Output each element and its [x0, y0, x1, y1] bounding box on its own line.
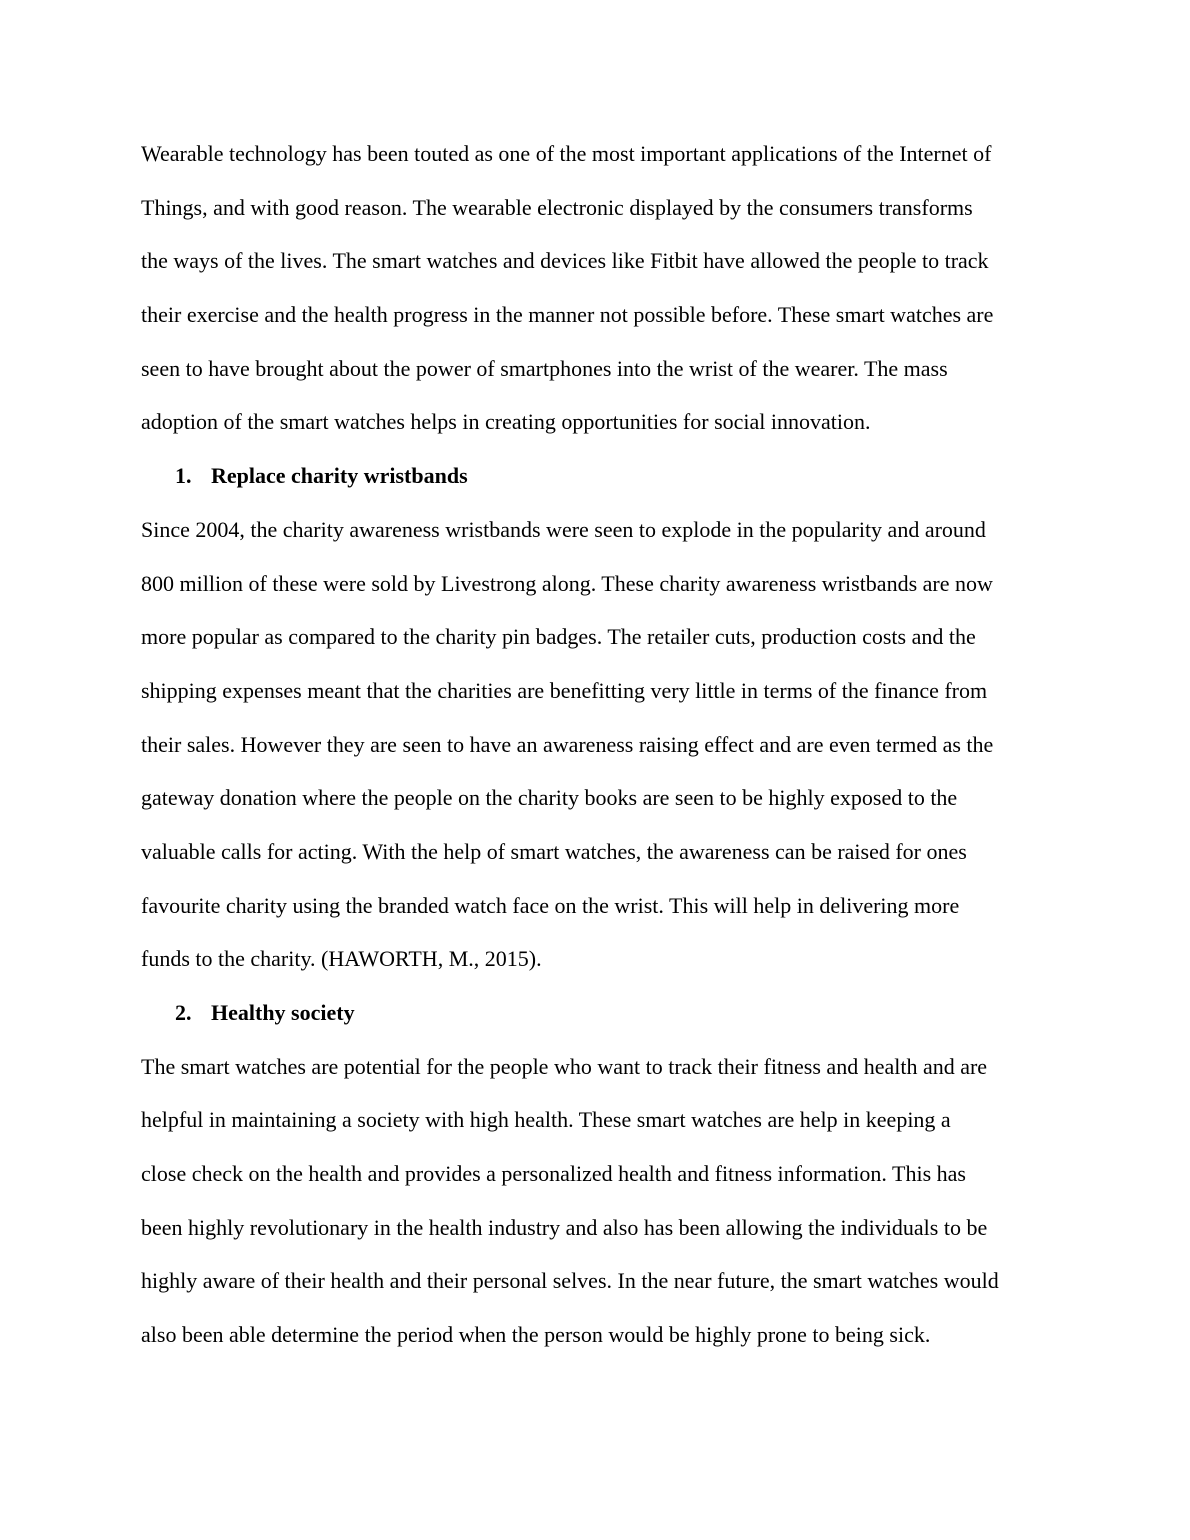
section-number: 1. — [175, 463, 192, 489]
text-line: close check on the health and provides a personalized health and fitness information. This has — [141, 1161, 966, 1187]
section-number: 2. — [175, 1000, 192, 1025]
text-line: their sales. However they are seen to have an awareness raising effect and are even termed as the — [141, 731, 994, 757]
document-body — [141, 127, 1053, 1362]
text-line: been highly revolutionary in the health industry and also has been allowing the individuals to be — [141, 1214, 988, 1240]
section-title: Healthy society — [211, 1000, 355, 1025]
section-heading-charity-wristbands — [141, 449, 1053, 503]
text-line: favourite charity using the branded watch face on the wrist. This will help in delivering more — [141, 892, 960, 918]
text-line: Since 2004, the charity awareness wristbands were seen to explode in the popularity and around — [141, 516, 986, 542]
text-line: also been able determine the period when the person would be highly prone to being sick. — [141, 1322, 931, 1348]
text-line: funds to the charity. (HAWORTH, M., 2015). — [141, 946, 542, 972]
text-line: helpful in maintaining a society with high health. These smart watches are help in keeping a — [141, 1107, 951, 1133]
text-line: their exercise and the health progress in the manner not possible before. These smart watches are — [141, 302, 994, 328]
text-line: gateway donation where the people on the charity books are seen to be highly exposed to the — [141, 785, 958, 811]
text-line: Things, and with good reason. The wearable electronic displayed by the consumers transforms — [141, 194, 973, 220]
intro-paragraph — [141, 127, 1053, 449]
text-line: valuable calls for acting. With the help of smart watches, the awareness can be raised for ones — [141, 838, 967, 864]
healthy-society-paragraph — [141, 1040, 1053, 1362]
text-line: adoption of the smart watches helps in creating opportunities for social innovation. — [141, 409, 871, 435]
text-line: The smart watches are potential for the people who want to track their fitness and health and are — [141, 1053, 988, 1079]
text-line: shipping expenses meant that the charities are benefitting very little in terms of the finance from — [141, 677, 988, 703]
section-title: Replace charity wristbands — [211, 463, 468, 489]
text-line: highly aware of their health and their personal selves. In the near future, the smart watches would — [141, 1268, 999, 1294]
section-heading-healthy-society — [141, 986, 1053, 1040]
text-line: the ways of the lives. The smart watches and devices like Fitbit have allowed the people to track — [141, 248, 989, 274]
text-line: more popular as compared to the charity pin badges. The retailer cuts, production costs and the — [141, 624, 976, 650]
text-line: seen to have brought about the power of smartphones into the wrist of the wearer. The mass — [141, 355, 948, 381]
text-line: 800 million of these were sold by Livestrong along. These charity awareness wristbands are now — [141, 570, 993, 596]
text-line: Wearable technology has been touted as one of the most important applications of the Internet of — [141, 141, 992, 166]
charity-wristbands-paragraph — [141, 503, 1053, 986]
